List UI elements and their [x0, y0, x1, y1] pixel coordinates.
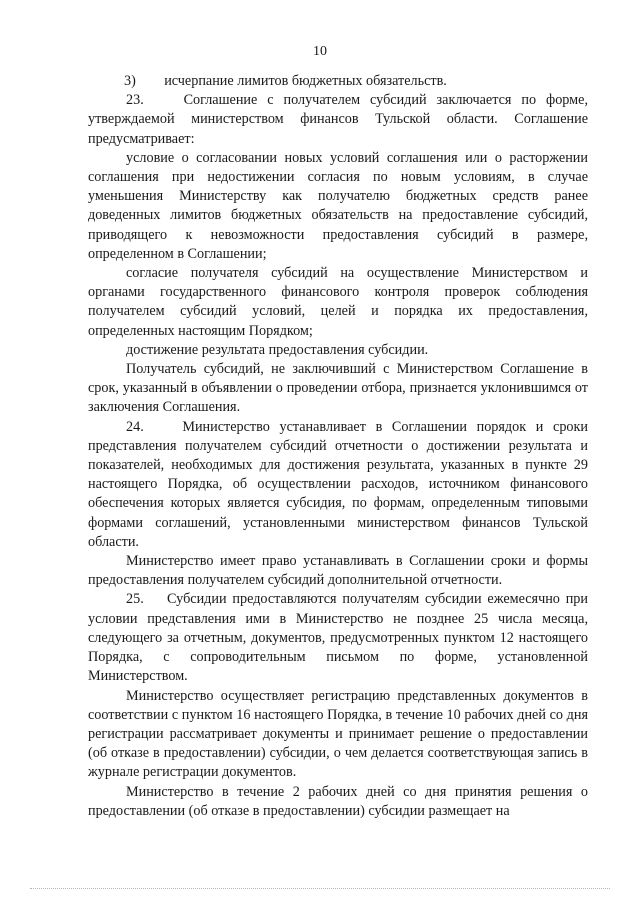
paragraph-condition-renegotiation: условие о согласовании новых условий соглашения или о расторжении соглашения при недостижении согласия по новым условиям, в случае уменьшения Министерству как получателю бюджетных средств ранее доведенных лимитов бюджетных обязательств на предоставление субсидий, приводящего к невозможности предоставления субсидий в размере, определенном в Соглашении; — [88, 149, 588, 262]
paragraph-clause-23: 23. Соглашение с получателем субсидий заключается по форме, утверждаемой министерством финансов Тульской области. Соглашение предусматривает: — [88, 92, 588, 147]
document-body — [88, 72, 588, 821]
paragraph-evasion: Получатель субсидий, не заключивший с Министерством Соглашение в срок, указанный в объявлении о проведении отбора, признается уклонившимся от заключения Соглашения. — [88, 361, 588, 416]
paragraph-item-3: 3) исчерпание лимитов бюджетных обязательств. — [124, 73, 447, 89]
paragraph-registration: Министерство осуществляет регистрацию представленных документов в соответствии с пунктом 16 настоящего Порядка, в течение 10 рабочих дней со дня регистрации рассматривает документы и принимает решение о предоставлении (об отказе в предоставлении) субсидии, о чем делается соответствующая запись в журнале регистрации документов. — [88, 687, 588, 781]
paragraph-result-achievement: достижение результата предоставления субсидии. — [126, 341, 429, 358]
paragraph-clause-24: 24. Министерство устанавливает в Соглашении порядок и сроки представления получателем субсидий отчетности о достижении результата и показателей, необходимых для достижения результата, указанных в пункте 29 настоящего Порядка, об осуществлении расходов, источником финансового обеспечения которых является субсидия, по формам, определенным типовыми формами соглашений, установленными министерством финансов Тульской области. — [88, 418, 588, 550]
page-number: 10 — [313, 44, 327, 59]
paragraph-consent-inspection: согласие получателя субсидий на осуществление Министерством и органами государственного финансового контроля проверок соблюдения получателем субсидий условий, целей и порядка их предоставления, определенных настоящим Порядком; — [88, 265, 588, 339]
paragraph-decision-posting: Министерство в течение 2 рабочих дней со дня принятия решения о предоставлении (об отказе в предоставлении) субсидии размещает на — [88, 783, 588, 819]
paragraph-additional-reporting: Министерство имеет право устанавливать в Соглашении сроки и формы предоставления получателем субсидий дополнительной отчетности. — [88, 553, 588, 589]
paragraph-clause-25: 25. Субсидии предоставляются получателям субсидии ежемесячно при условии представления ими в Министерство не позднее 25 числа месяца, следующего за отчетным, документов, предусмотренных пунктом 12 настоящего Порядка, с сопроводительным письмом по форме, установленной Министерством. — [88, 591, 588, 685]
scan-footer-divider — [30, 888, 610, 889]
